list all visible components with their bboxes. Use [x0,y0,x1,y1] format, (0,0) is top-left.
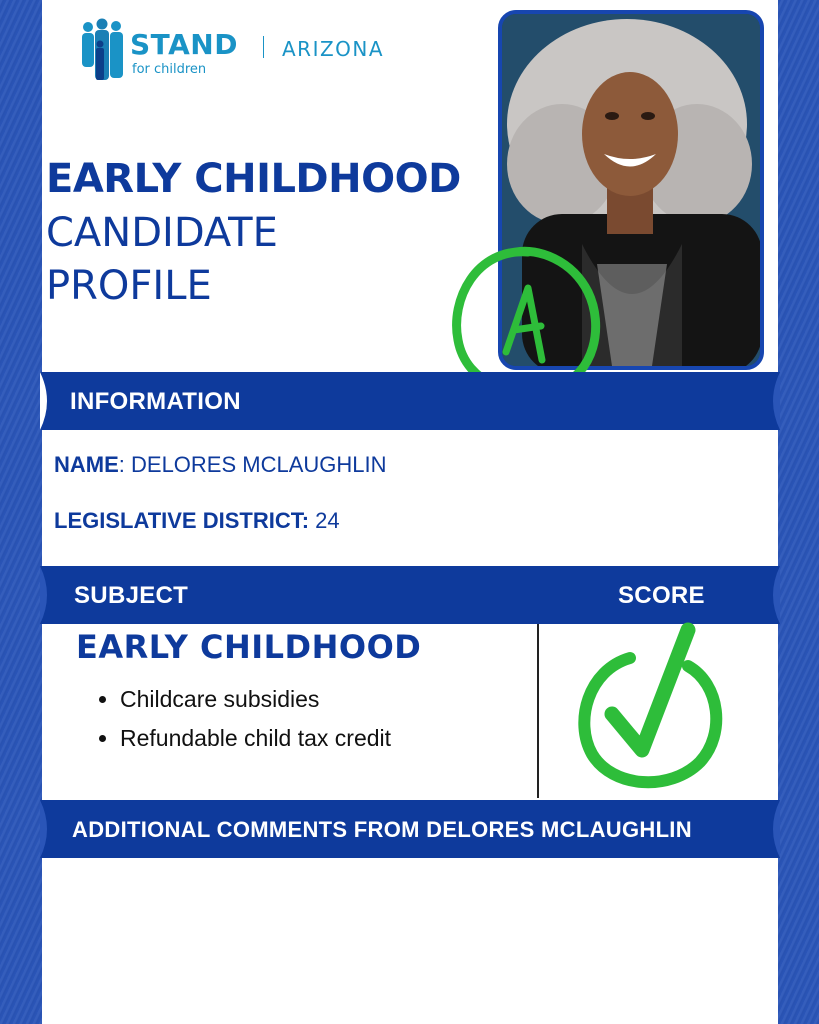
title-line-1: EARLY CHILDHOOD [46,156,461,202]
title-line-3: PROFILE [46,263,212,309]
checkmark-circle-icon [570,622,730,792]
subject-title: EARLY CHILDHOOD [76,628,422,666]
name-label: NAME [54,452,119,477]
stand-for-children-logo [80,18,410,84]
information-heading: INFORMATION [70,388,241,415]
logo-tagline: for children [132,62,207,77]
list-item: • Childcare subsidies [120,686,391,713]
name-value: : DELORES MCLAUGHLIN [118,452,387,477]
logo-brand-text: STAND [130,28,238,61]
list-item: • Refundable child tax credit [120,725,391,752]
logo-separator [263,36,264,58]
title-line-2: CANDIDATE [46,210,278,256]
score-heading: SCORE [618,582,705,609]
subject-heading: SUBJECT [74,582,189,609]
logo-state: ARIZONA [282,37,385,61]
additional-comments-banner [40,800,780,858]
information-banner [40,372,780,430]
candidate-name-row [54,452,387,478]
district-label: LEGISLATIVE DISTRICT: [54,508,310,533]
subject-items-list [100,686,391,764]
additional-comments-heading: ADDITIONAL COMMENTS FROM DELORES MCLAUGHLIN [72,817,692,842]
district-row [54,508,340,534]
district-value: 24 [309,508,340,533]
family-figures-icon [80,18,130,84]
subject-score-banner [40,566,780,624]
column-divider [537,624,539,798]
